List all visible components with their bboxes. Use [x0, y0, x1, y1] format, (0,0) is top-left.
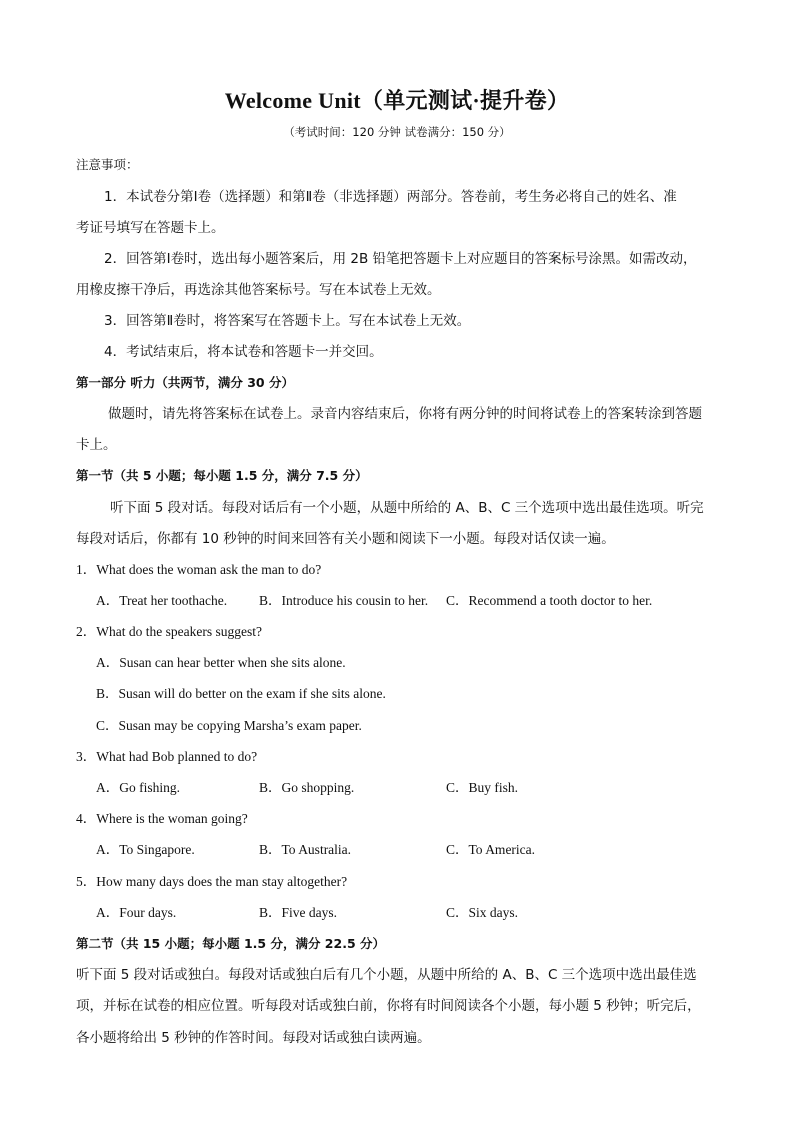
- question-5-option-a: A．Four days.: [96, 905, 177, 920]
- question-1: 1．What does the woman ask the man to do?: [76, 562, 322, 577]
- part1-heading: 第一部分 听力（共两节，满分 30 分）: [76, 375, 294, 390]
- notice-item-2-line-1: 2．回答第Ⅰ卷时，选出每小题答案后，用 2B 铅笔把答题卡上对应题目的答案标号涂黑。如需改动，: [104, 251, 697, 267]
- part1-intro-line-1: 做题时，请先将答案标在试卷上。录音内容结束后，你将有两分钟的时间将试卷上的答案转涂到答题: [108, 406, 702, 422]
- question-1-option-b: B．Introduce his cousin to her.: [259, 593, 429, 608]
- question-2-option-c: C．Susan may be copying Marsha’s exam paper.: [96, 718, 362, 733]
- notice-item-3: 3．回答第Ⅱ卷时，将答案写在答题卡上。写在本试卷上无效。: [104, 313, 471, 329]
- page-title: Welcome Unit（单元测试·提升卷）: [224, 88, 570, 113]
- section2-intro-line-1: 听下面 5 段对话或独白。每段对话或独白后有几个小题，从题中所给的 A、B、C 三个选项中选出最佳选: [76, 967, 697, 983]
- section1-intro-line-2: 每段对话后，你都有 10 秒钟的时间来回答有关小题和阅读下一小题。每段对话仅读一遍。: [76, 531, 615, 547]
- notice-item-4: 4．考试结束后，将本试卷和答题卡一并交回。: [104, 344, 383, 360]
- notice-item-1-line-2: 考证号填写在答题卡上。: [76, 220, 225, 236]
- question-3-option-b: B．Go shopping.: [259, 780, 355, 795]
- question-4: 4．Where is the woman going?: [76, 811, 248, 826]
- notice-heading: 注意事项：: [76, 157, 139, 172]
- question-2-option-b: B．Susan will do better on the exam if she sits alone.: [96, 686, 386, 701]
- question-2-option-a: A．Susan can hear better when she sits alone.: [96, 655, 346, 670]
- section2-heading: 第二节（共 15 小题；每小题 1.5 分，满分 22.5 分）: [76, 936, 385, 951]
- question-5-option-c: C．Six days.: [446, 905, 519, 920]
- question-1-option-a: A．Treat her toothache.: [96, 593, 228, 608]
- question-5-option-b: B．Five days.: [259, 905, 338, 920]
- question-3: 3．What had Bob planned to do?: [76, 749, 258, 764]
- exam-info: （考试时间：120 分钟 试卷满分：150 分）: [283, 125, 511, 139]
- question-5: 5．How many days does the man stay altogether?: [76, 874, 348, 889]
- question-2: 2．What do the speakers suggest?: [76, 624, 262, 639]
- notice-item-2-line-2: 用橡皮擦干净后，再选涂其他答案标号。写在本试卷上无效。: [76, 282, 441, 298]
- question-1-option-c: C．Recommend a tooth doctor to her.: [446, 593, 653, 608]
- section1-heading: 第一节（共 5 小题；每小题 1.5 分，满分 7.5 分）: [76, 468, 368, 483]
- question-4-option-a: A．To Singapore.: [96, 842, 195, 857]
- section2-intro-line-2: 项，并标在试卷的相应位置。听每段对话或独白前，你将有时间阅读各个小题，每小题 5 秒钟；听完后，: [76, 998, 701, 1014]
- section2-intro-line-3: 各小题将给出 5 秒钟的作答时间。每段对话或独白读两遍。: [76, 1030, 431, 1046]
- part1-intro-line-2: 卡上。: [76, 437, 117, 453]
- question-4-option-c: C．To America.: [446, 842, 536, 857]
- question-3-option-c: C．Buy fish.: [446, 780, 519, 795]
- question-3-option-a: A．Go fishing.: [96, 780, 180, 795]
- question-4-option-b: B．To Australia.: [259, 842, 352, 857]
- section1-intro-line-1: 听下面 5 段对话。每段对话后有一个小题，从题中所给的 A、B、C 三个选项中选出最佳选项。听完: [110, 500, 704, 516]
- notice-item-1-line-1: 1．本试卷分第Ⅰ卷（选择题）和第Ⅱ卷（非选择题）两部分。答卷前，考生务必将自己的姓名、准: [104, 189, 677, 205]
